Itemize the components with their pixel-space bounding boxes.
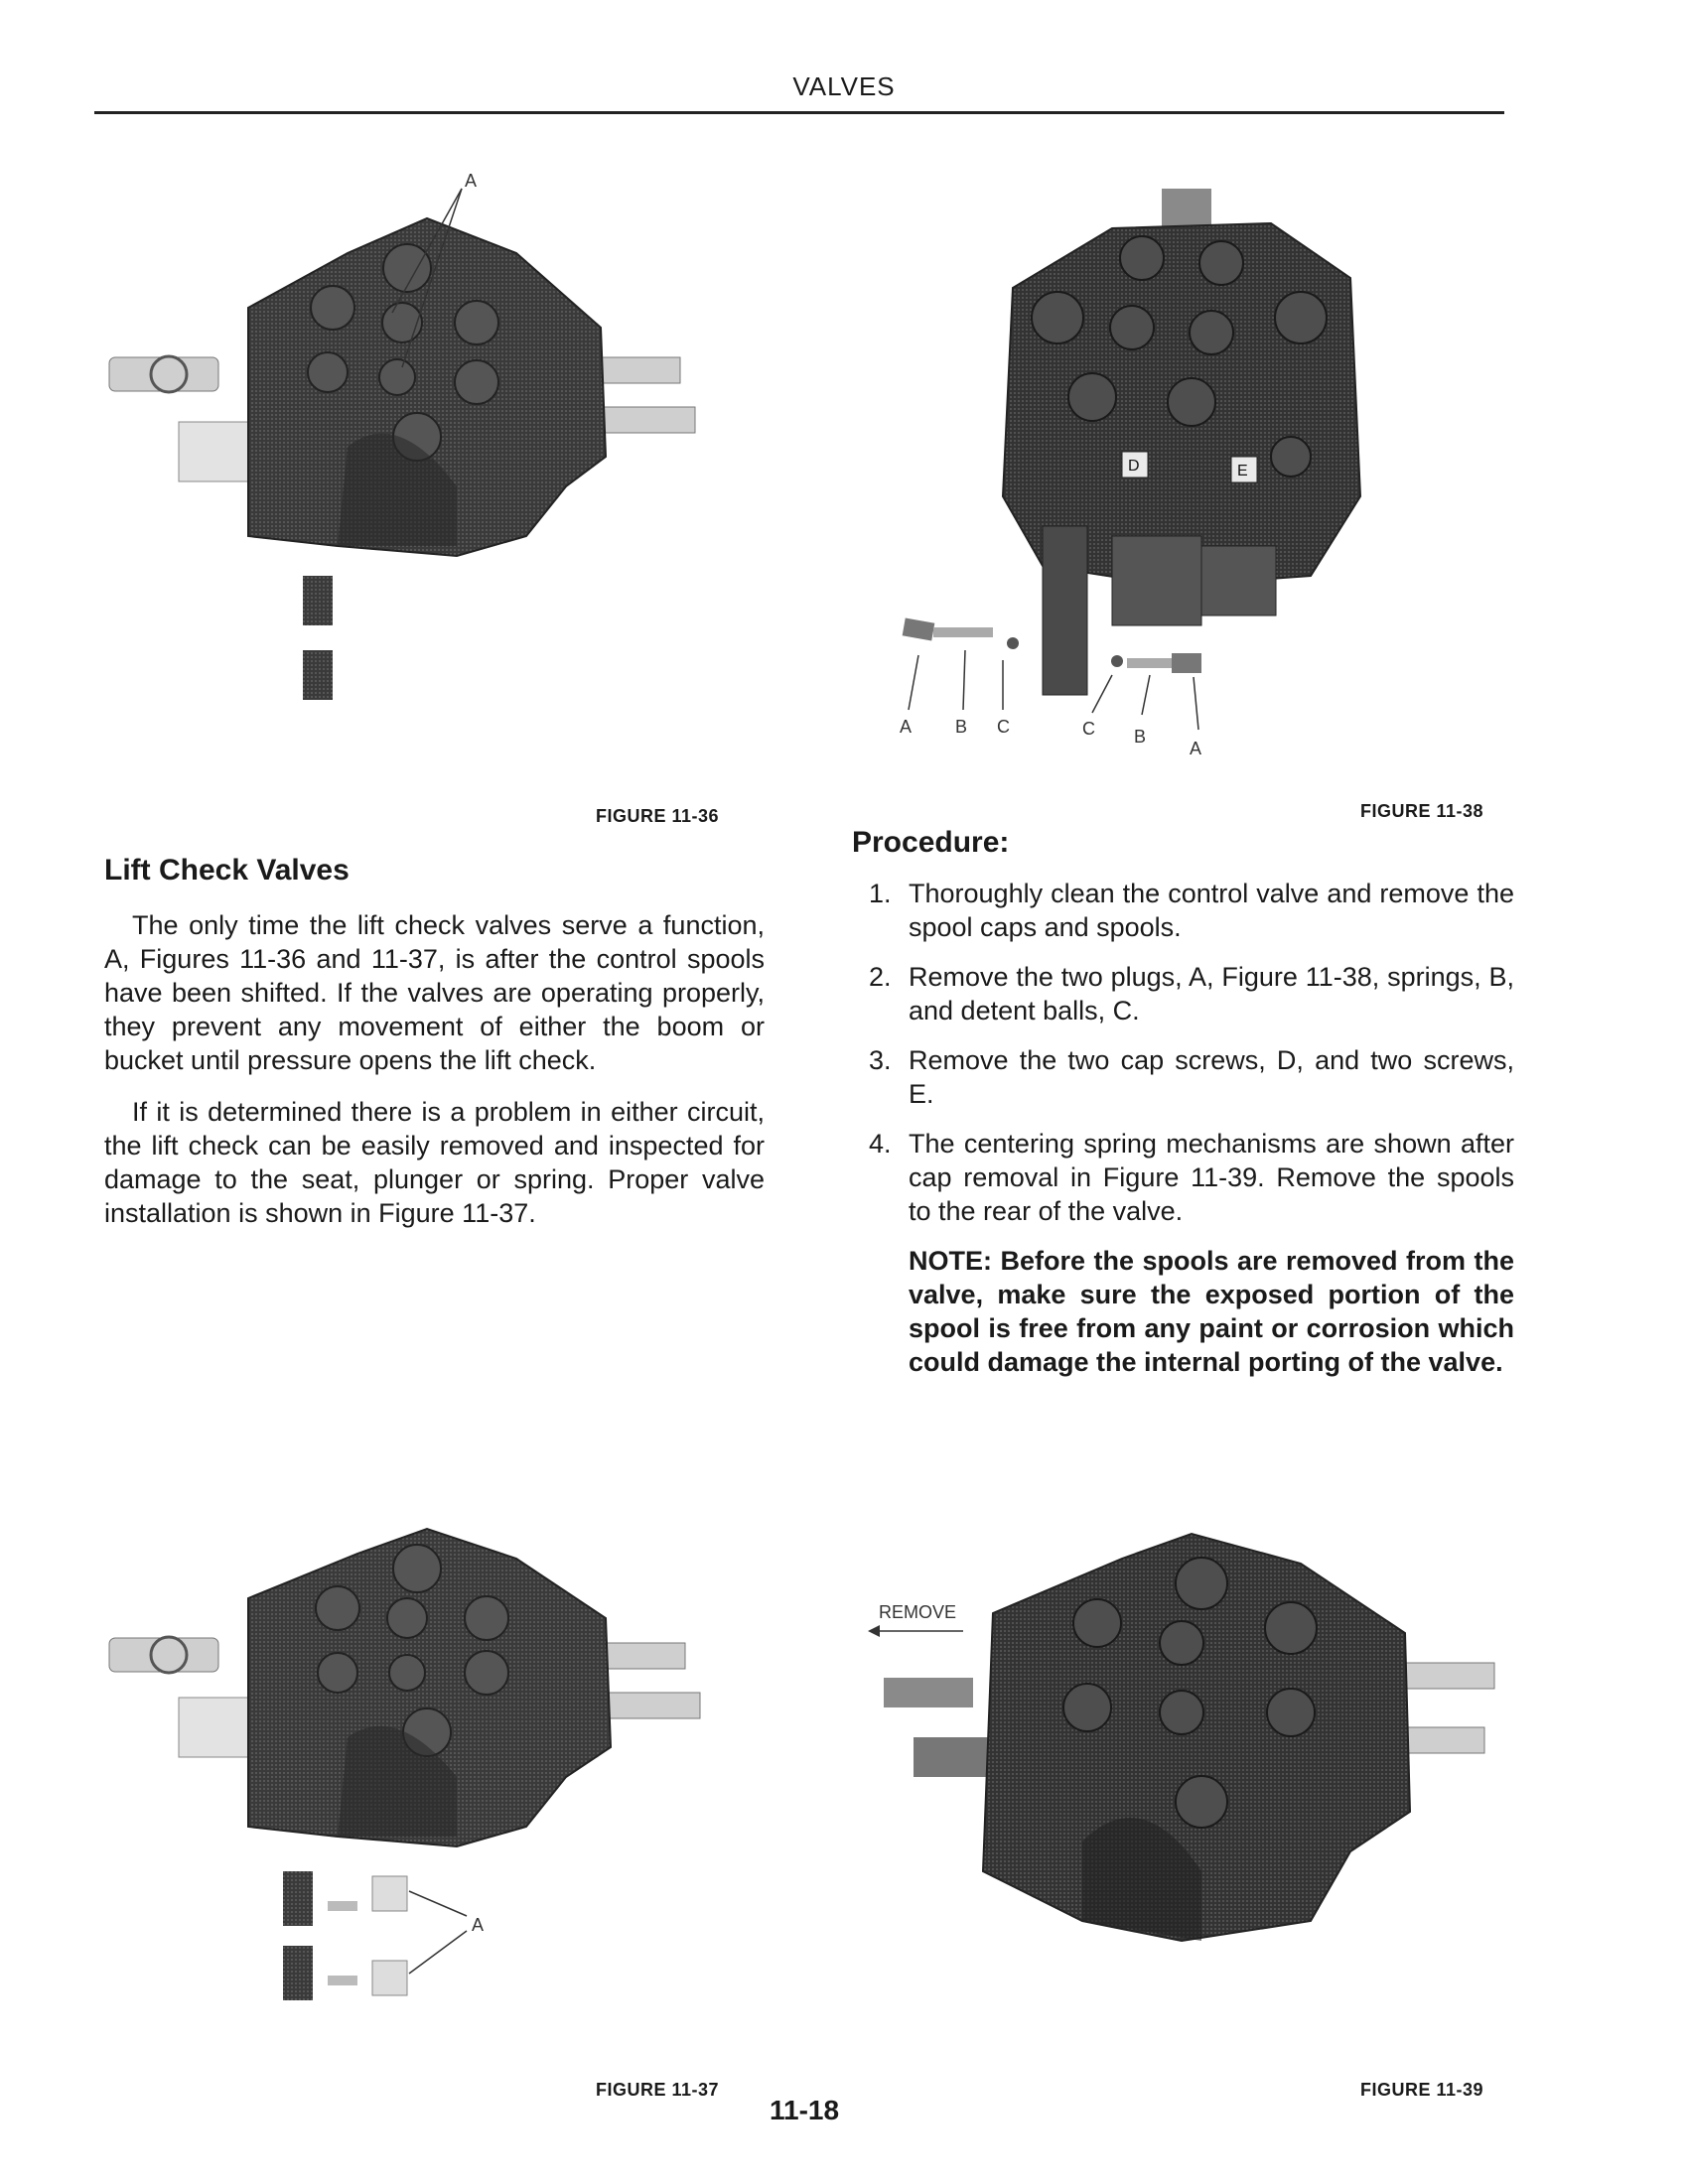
figure-11-38-photo (874, 169, 1489, 804)
procedure-steps (869, 877, 1514, 1379)
figure-11-38-label-c-right: C (1082, 719, 1095, 739)
procedure-step-2: 2. Remove the two plugs, A, Figure 11-38, springs, B, and detent balls, C. (869, 962, 1514, 1025)
lift-check-body (104, 908, 765, 1230)
lift-check-paragraph-2: If it is determined there is a problem in either circuit, the lift check can be easily removed and inspected for damage to the seat, plunger or spring. Proper valve installation is shown in Figure 11-37. (104, 1097, 765, 1228)
figure-11-39-photo (864, 1514, 1499, 2030)
procedure-note: NOTE: Before the spools are removed from the valve, make sure the exposed portion of the spool is free from any paint or corrosion which could damage the internal porting of the valve. (909, 1246, 1514, 1377)
header-divider (94, 111, 1504, 114)
figure-11-38-label-a-left: A (900, 717, 913, 737)
figure-11-36-caption: FIGURE 11-36 (596, 806, 720, 826)
figure-11-38-label-e: E (1237, 463, 1248, 479)
figure-11-37-photo (99, 1509, 735, 2065)
lift-check-paragraph-1: The only time the lift check valves serve a function, A, Figures 11-36 and 11-37, is after the control spools have been shifted. If the valves are operating properly, they prevent any movement of either the boom or bucket until pressure opens the lift check. (104, 910, 765, 1075)
figure-11-39-remove-label: REMOVE (879, 1602, 957, 1622)
procedure-step-1: 1. Thoroughly clean the control valve and remove the spool caps and spools. (869, 879, 1514, 942)
figure-11-36-label-a: A (465, 171, 478, 191)
figure-11-38-label-b-right: B (1134, 727, 1147, 747)
figure-11-38-label-c-left: C (997, 717, 1010, 737)
procedure-step-4: 4. The centering spring mechanisms are shown after cap removal in Figure 11-39. Remove the spools to the rear of the valve. (869, 1129, 1514, 1226)
figure-11-39-caption: FIGURE 11-39 (1360, 2080, 1484, 2100)
figure-11-38-label-d: D (1128, 458, 1140, 475)
page-number: 11-18 (770, 2095, 840, 2125)
figure-11-38-label-b-left: B (955, 717, 968, 737)
figure-11-36-photo (99, 159, 735, 794)
figure-11-37-caption: FIGURE 11-37 (596, 2080, 720, 2100)
page-header-title: VALVES (792, 71, 896, 101)
procedure-heading: Procedure: (852, 826, 1010, 859)
lift-check-heading: Lift Check Valves (104, 854, 350, 887)
figure-11-38-label-a-right: A (1190, 739, 1202, 758)
figure-11-37-label-a: A (472, 1915, 485, 1935)
procedure-step-3: 3. Remove the two cap screws, D, and two screws, E. (869, 1045, 1514, 1109)
figure-11-38-caption: FIGURE 11-38 (1360, 801, 1484, 821)
